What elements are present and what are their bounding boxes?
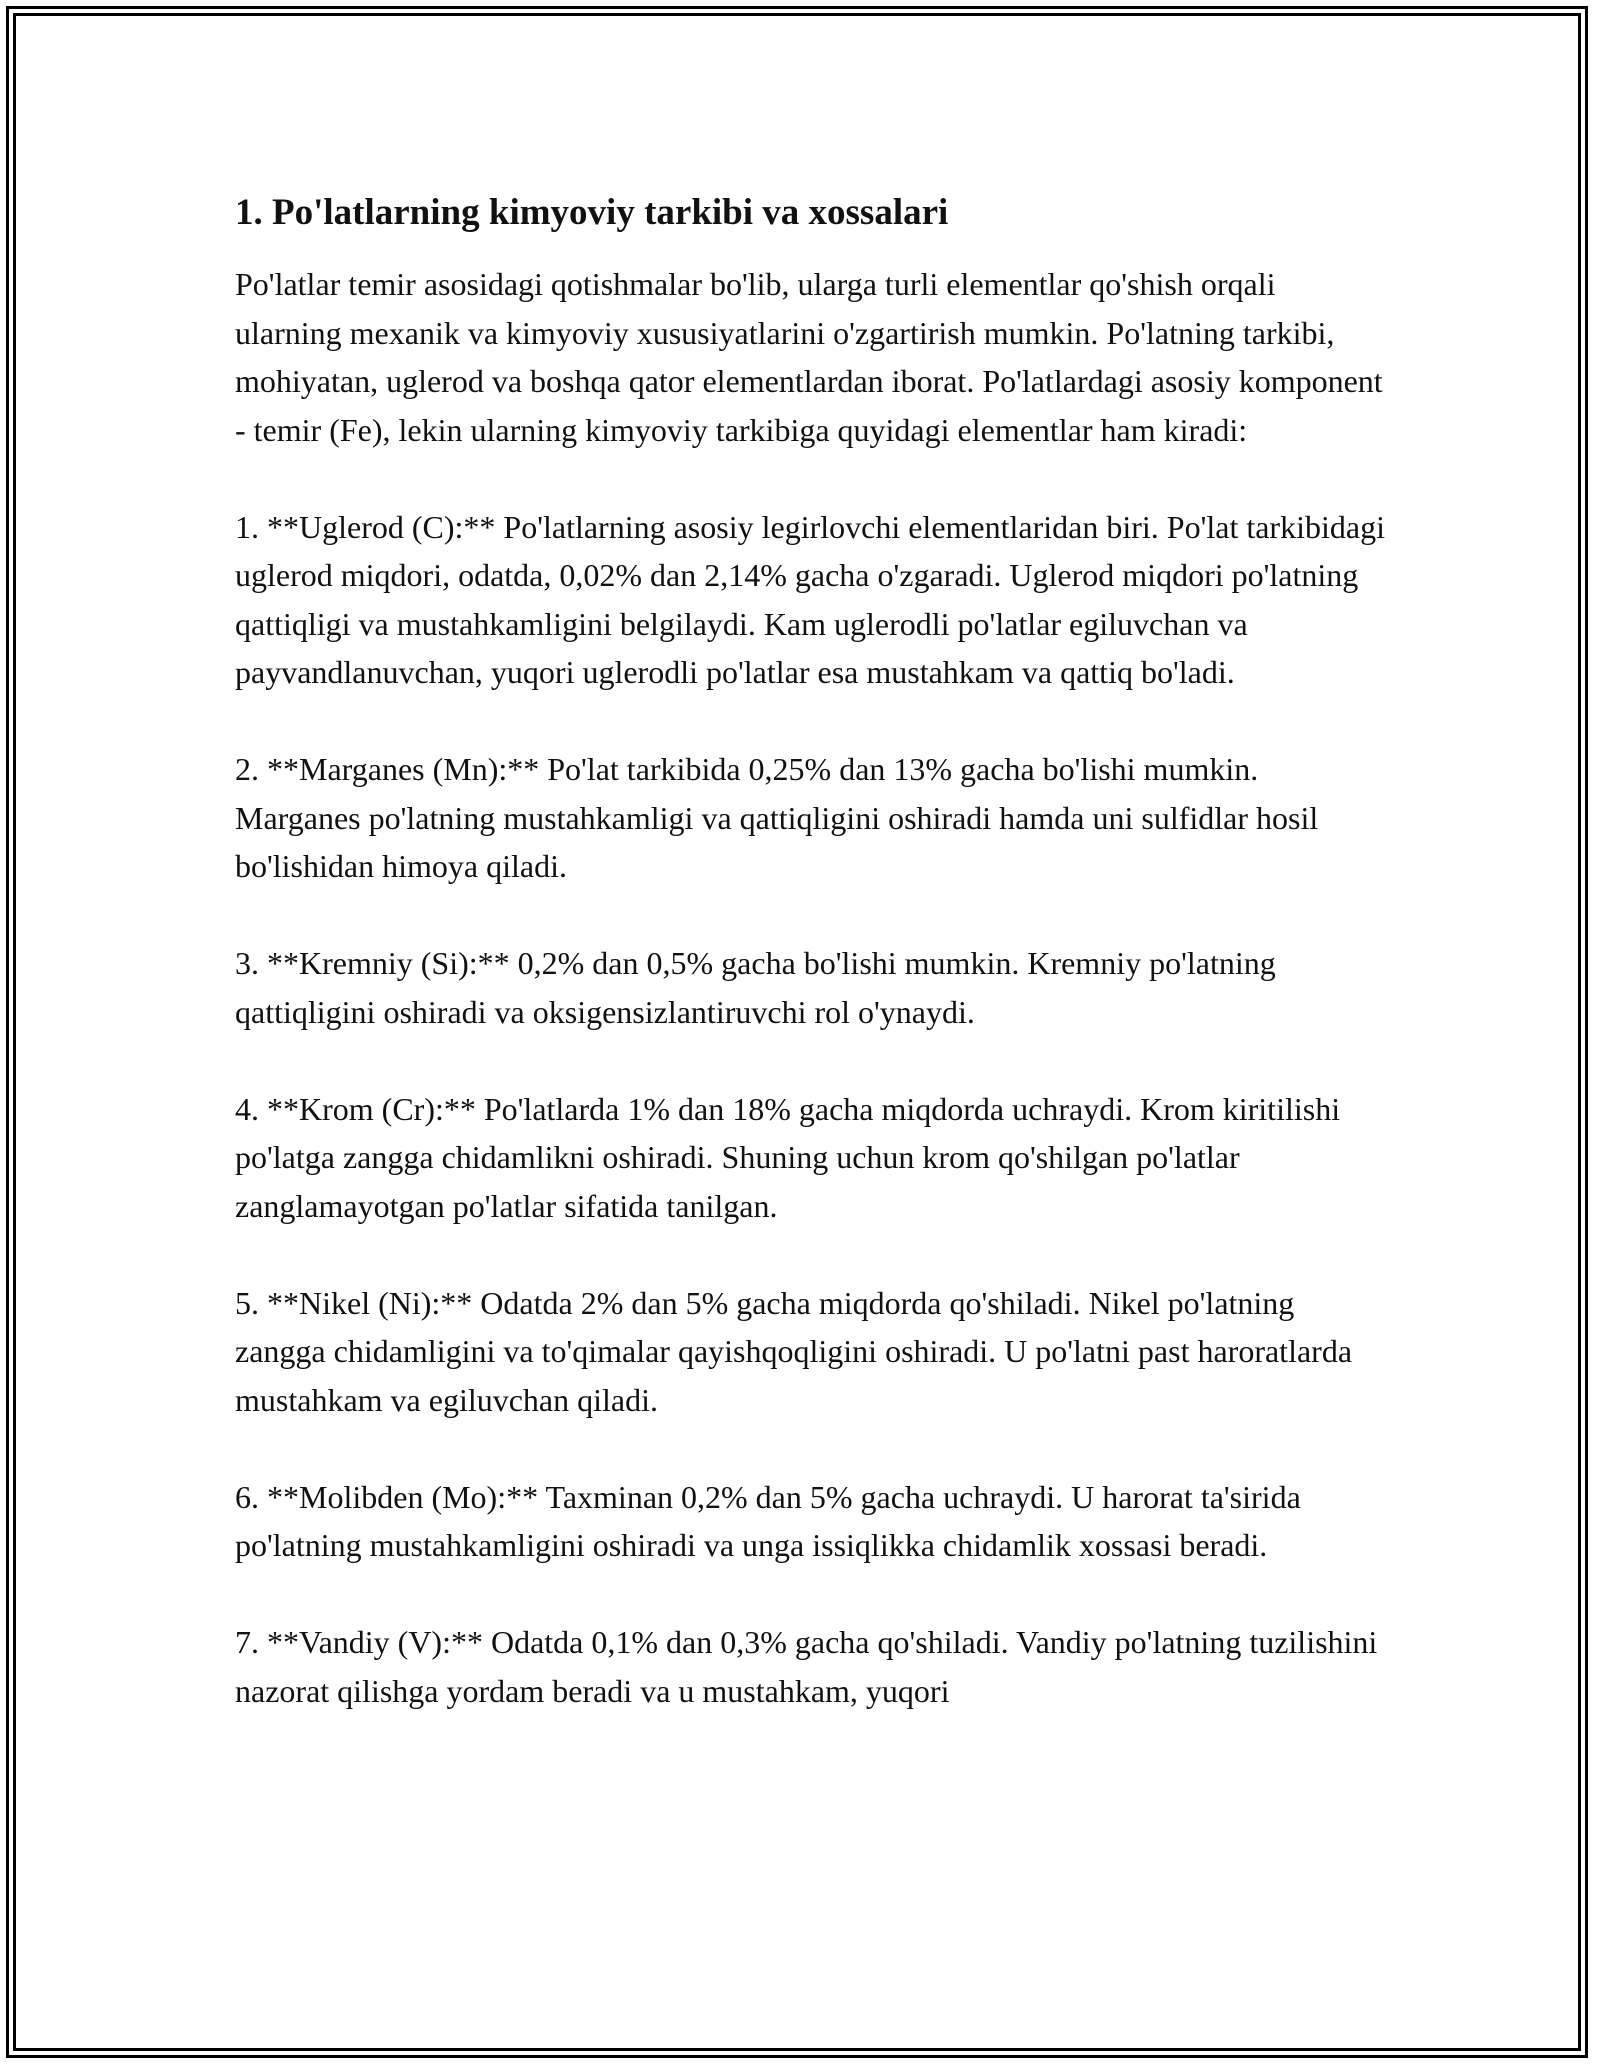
list-item-kremniy: 3. **Kremniy (Si):** 0,2% dan 0,5% gacha bo'lishi mumkin. Kremniy po'latning qattiqligini oshiradi va oksigensizlantiruvchi rol o'ynaydi.: [235, 945, 1276, 1030]
section-heading: 1. Po'latlarning kimyoviy tarkibi va xossalari: [235, 192, 949, 233]
list-item-krom: 4. **Krom (Cr):** Po'latlarda 1% dan 18% gacha miqdorda uchraydi. Krom kiritilishi po'latga zangga chidamlikni oshiradi. Shuning uchun krom qo'shilgan po'latlar zanglamayotgan po'latlar sifatida tanilgan.: [235, 1090, 1341, 1224]
list-item-nikel: 5. **Nikel (Ni):** Odatda 2% dan 5% gacha miqdorda qo'shiladi. Nikel po'latning zangga chidamligini va to'qimalar qayishqoqligini oshiradi. U po'latni past haroratlarda mustahkam va egiluvchan qiladi.: [235, 1284, 1353, 1418]
list-item-molibden: 6. **Molibden (Mo):** Taxminan 0,2% dan 5% gacha uchraydi. U harorat ta'sirida po'latning mustahkamligini oshiradi va unga issiqlikka chidamlik xossasi beradi.: [235, 1478, 1301, 1563]
intro-paragraph: Po'latlar temir asosidagi qotishmalar bo'lib, ularga turli elementlar qo'shish orqali ularning mexanik va kimyoviy xususiyatlarini o'zgartirish mumkin. Po'latning tarkibi, mohiyatan, uglerod va boshqa qator elementlardan iborat. Po'latlardagi asosiy komponent - temir (Fe), lekin ularning kimyoviy tarkibiga quyidagi elementlar ham kiradi:: [235, 266, 1383, 448]
document-body: [235, 186, 1385, 1764]
list-item-uglerod: 1. **Uglerod (C):** Po'latlarning asosiy legirlovchi elementlaridan biri. Po'lat tarkibidagi uglerod miqdori, odatda, 0,02% dan 2,14% gacha o'zgaradi. Uglerod miqdori po'latning qattiqligi va mustahkamligini belgilaydi. Kam uglerodli po'latlar egiluvchan va payvandlanuvchan, yuqori uglerodli po'latlar esa mustahkam va qattiq bo'ladi.: [235, 508, 1385, 690]
list-item-vandiy: 7. **Vandiy (V):** Odatda 0,1% dan 0,3% gacha qo'shiladi. Vandiy po'latning tuzilishini nazorat qilishga yordam beradi va u mustahkam, yuqori: [235, 1624, 1378, 1709]
list-item-marganes: 2. **Marganes (Mn):** Po'lat tarkibida 0,25% dan 13% gacha bo'lishi mumkin. Marganes po'latning mustahkamligi va qattiqligini oshiradi hamda uni sulfidlar hosil bo'lishidan himoya qiladi.: [235, 751, 1319, 884]
